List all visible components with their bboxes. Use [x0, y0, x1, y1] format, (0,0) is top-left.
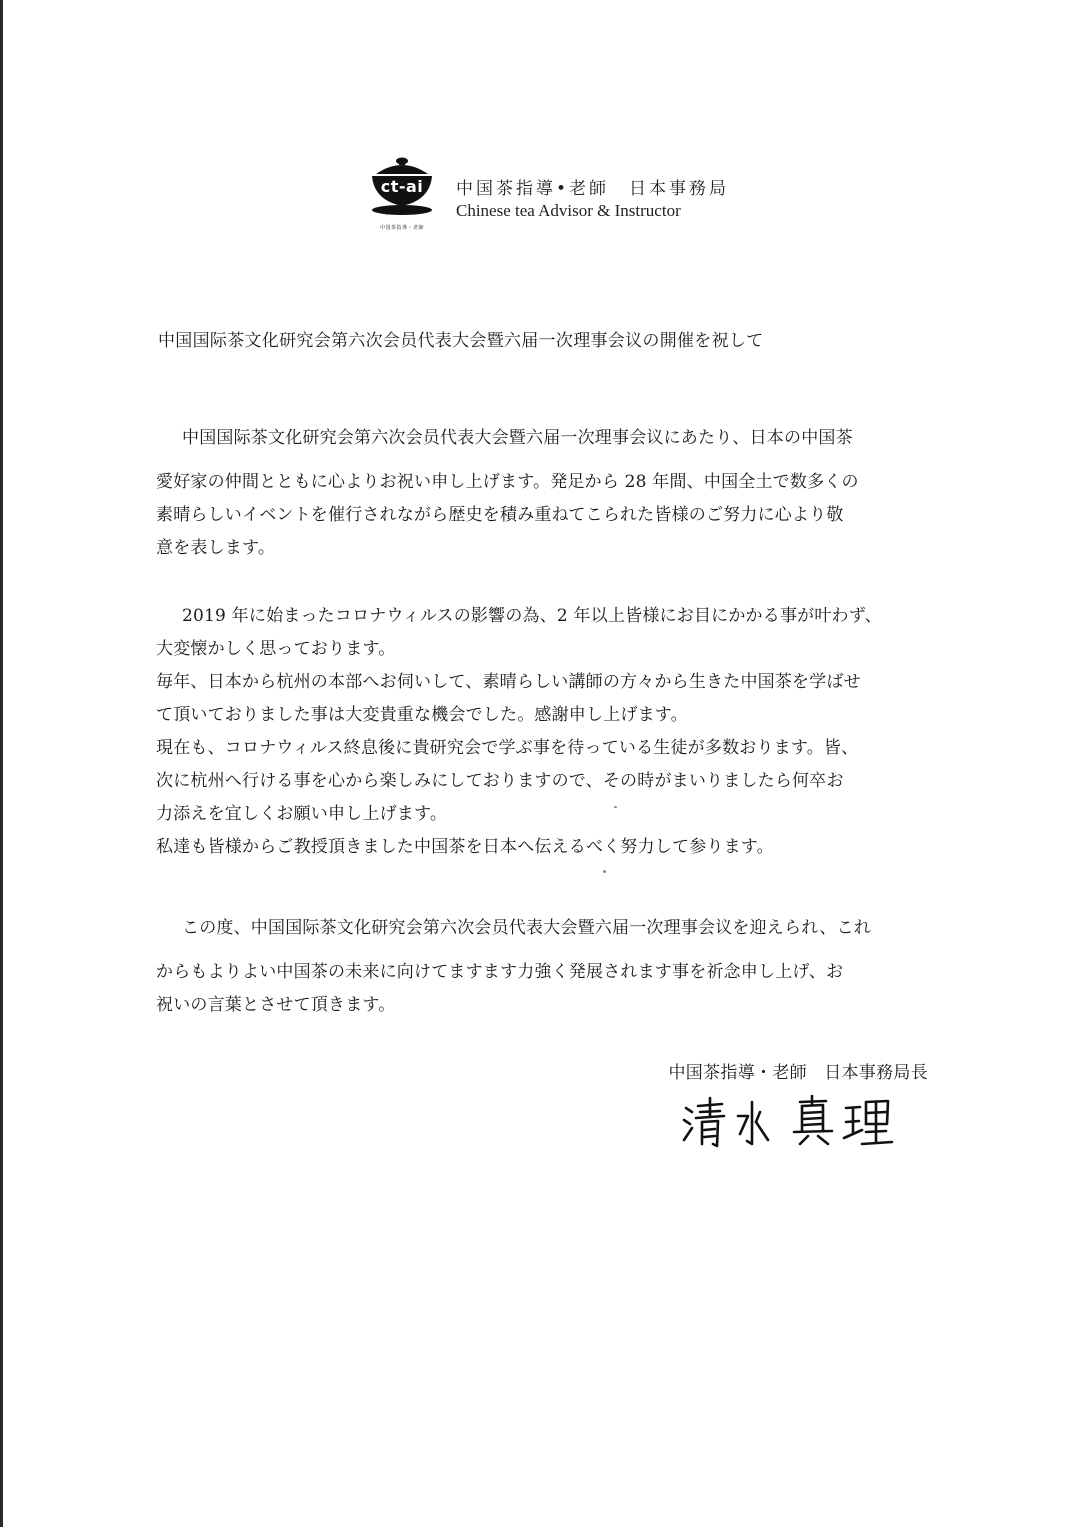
paragraph-line: この度、中国国际茶文化研究会第六次会员代表大会暨六届一次理事会议を迎えられ、これ [182, 918, 872, 938]
organization-name-jp: 中国茶指導•老師 日本事務局 [456, 179, 730, 199]
signatory-title: 中国茶指導・老師 日本事務局長 [668, 1063, 928, 1083]
scan-speck [614, 806, 617, 808]
logo-caption: 中国茶指導・老師 [379, 225, 424, 231]
scan-speck [603, 870, 606, 873]
paragraph-1 [156, 422, 930, 565]
paragraph-line: 素晴らしいイベントを催行されながら歴史を積み重ねてこられた皆様のご努力に心より敬 [156, 505, 844, 525]
logo-text: ct-ai [380, 177, 424, 196]
paragraph-3 [156, 912, 930, 1022]
signature-block [669, 1058, 929, 1083]
paragraph-line: 私達も皆様からご教授頂きました中国茶を日本へ伝えるべく努力して参ります。 [156, 837, 774, 857]
scan-edge [0, 0, 3, 1527]
paragraph-line: て頂いておりました事は大変貴重な機会でした。感謝申し上げます。 [156, 705, 688, 725]
paragraph-2 [156, 600, 930, 864]
handwritten-signature [680, 1094, 900, 1158]
paragraph-line: 力添えを宜しくお願い申し上げます。 [156, 804, 448, 824]
paragraph-line: 意を表します。 [156, 538, 276, 558]
letterhead [366, 152, 766, 242]
paragraph-line: からもよりよい中国茶の未来に向けてますます力強く発展されます事を祈念申し上げ、お [156, 962, 844, 982]
tea-cup-logo-icon [366, 152, 438, 236]
organization-name [456, 174, 729, 221]
organization-name-en: Chinese tea Advisor & Instructor [456, 201, 681, 220]
paragraph-line: 毎年、日本から杭州の本部へお伺いして、素晴らしい講師の方々から生きた中国茶を学ばせ [156, 672, 861, 692]
paragraph-line: 愛好家の仲間とともに心よりお祝い申し上げます。発足から 28 年間、中国全土で数多くの [156, 472, 859, 492]
paragraph-line: 現在も、コロナウィルス終息後に貴研究会で学ぶ事を待っている生徒が多数おります。皆、 [156, 738, 859, 758]
paragraph-line: 中国国际茶文化研究会第六次会员代表大会暨六届一次理事会议にあたり、日本の中国茶 [182, 428, 853, 448]
paragraph-line: 2019 年に始まったコロナウィルスの影響の為、2 年以上皆様にお目にかかる事が叶わず、 [182, 606, 882, 626]
letter-title: 中国国际茶文化研究会第六次会员代表大会暨六届一次理事会议の開催を祝して [158, 331, 764, 351]
paragraph-line: 次に杭州へ行ける事を心から楽しみにしておりますので、その時がまいりましたら何卒お [156, 771, 844, 791]
paragraph-line: 祝いの言葉とさせて頂きます。 [156, 995, 396, 1015]
paragraph-line: 大変懐かしく思っております。 [156, 639, 396, 659]
